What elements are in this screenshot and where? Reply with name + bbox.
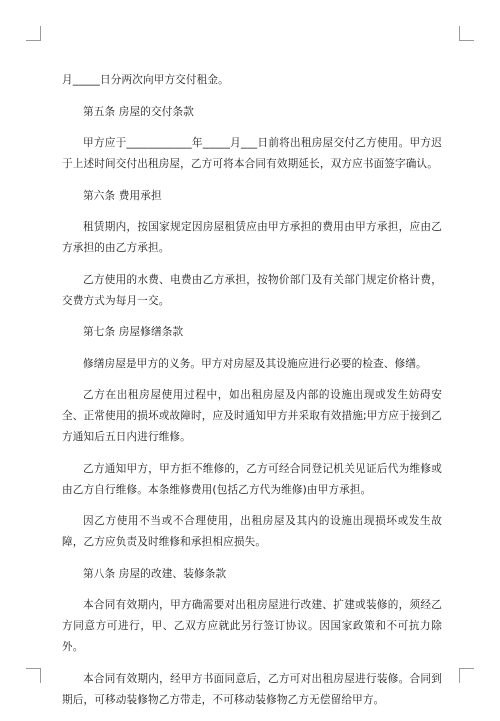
paragraph-rent-payment-tail: 月_____日分两次向甲方交付租金。 <box>62 74 229 86</box>
crop-mark-bottom-left <box>26 668 41 683</box>
crop-mark-bottom-right <box>459 668 474 683</box>
paragraph-damage-notice: 乙方在出租房屋使用过程中，如出租房屋及内部的设施出现或发生妨碍安全、正常使用的损坏或故障时，应及时通知甲方并采取有效措施;甲方应于接到乙方通知后五日内进行维修。 <box>62 389 442 443</box>
heading-article-5-delivery: 第五条 房屋的交付条款 <box>83 105 194 118</box>
paragraph-refusal-to-repair: 乙方通知甲方，甲方拒不维修的，乙方可经合同登记机关见证后代为维修或由乙方自行维修。本条维修费用(包括乙方代为维修)由甲方承担。 <box>62 462 442 496</box>
paragraph-tenant-decoration: 本合同有效期内，经甲方书面同意后，乙方可对出租房屋进行装修。合同到期后，可移动装修物乙方带走，不可移动装修物乙方无偿留给甲方。 <box>62 672 442 706</box>
heading-article-6-costs: 第六条 费用承担 <box>83 189 162 202</box>
paragraph-misuse-liability: 因乙方使用不当或不合理使用，出租房屋及其内的设施出现损坏或发生故障，乙方应负责及时维修和承担相应损失。 <box>62 515 442 548</box>
crop-mark-top-right <box>459 26 474 41</box>
paragraph-cost-bearing: 租赁期内，按国家规定因房屋租赁应由甲方承担的费用由甲方承担，应由乙方承担的由乙方承担。 <box>62 221 442 254</box>
document-body <box>62 70 442 721</box>
heading-article-7-repairs: 第七条 房屋修缮条款 <box>83 326 184 338</box>
paragraph-utilities: 乙方使用的水费、电费由乙方承担，按物价部门及有关部门规定价格计费，交费方式为每月一交。 <box>62 273 442 307</box>
paragraph-landlord-renovation: 本合同有效期内，甲方确需要对出租房屋进行改建、扩建或装修的，须经乙方同意方可进行，甲、乙双方应就此另行签订协议。因国家政策和不可抗力除外。 <box>62 599 442 653</box>
heading-article-8-renovation: 第八条 房屋的改建、装修条款 <box>83 567 227 580</box>
paragraph-repair-duty: 修缮房屋是甲方的义务。甲方对房屋及其设施应进行必要的检查、修缮。 <box>83 357 427 370</box>
crop-mark-top-left <box>26 26 41 41</box>
paragraph-delivery-date: 甲方应于____________年_____月___日前将出租房屋交付乙方使用。甲方迟于上述时间交付出租房屋，乙方可将本合同有效期延长，双方应书面签字确认。 <box>62 137 442 170</box>
